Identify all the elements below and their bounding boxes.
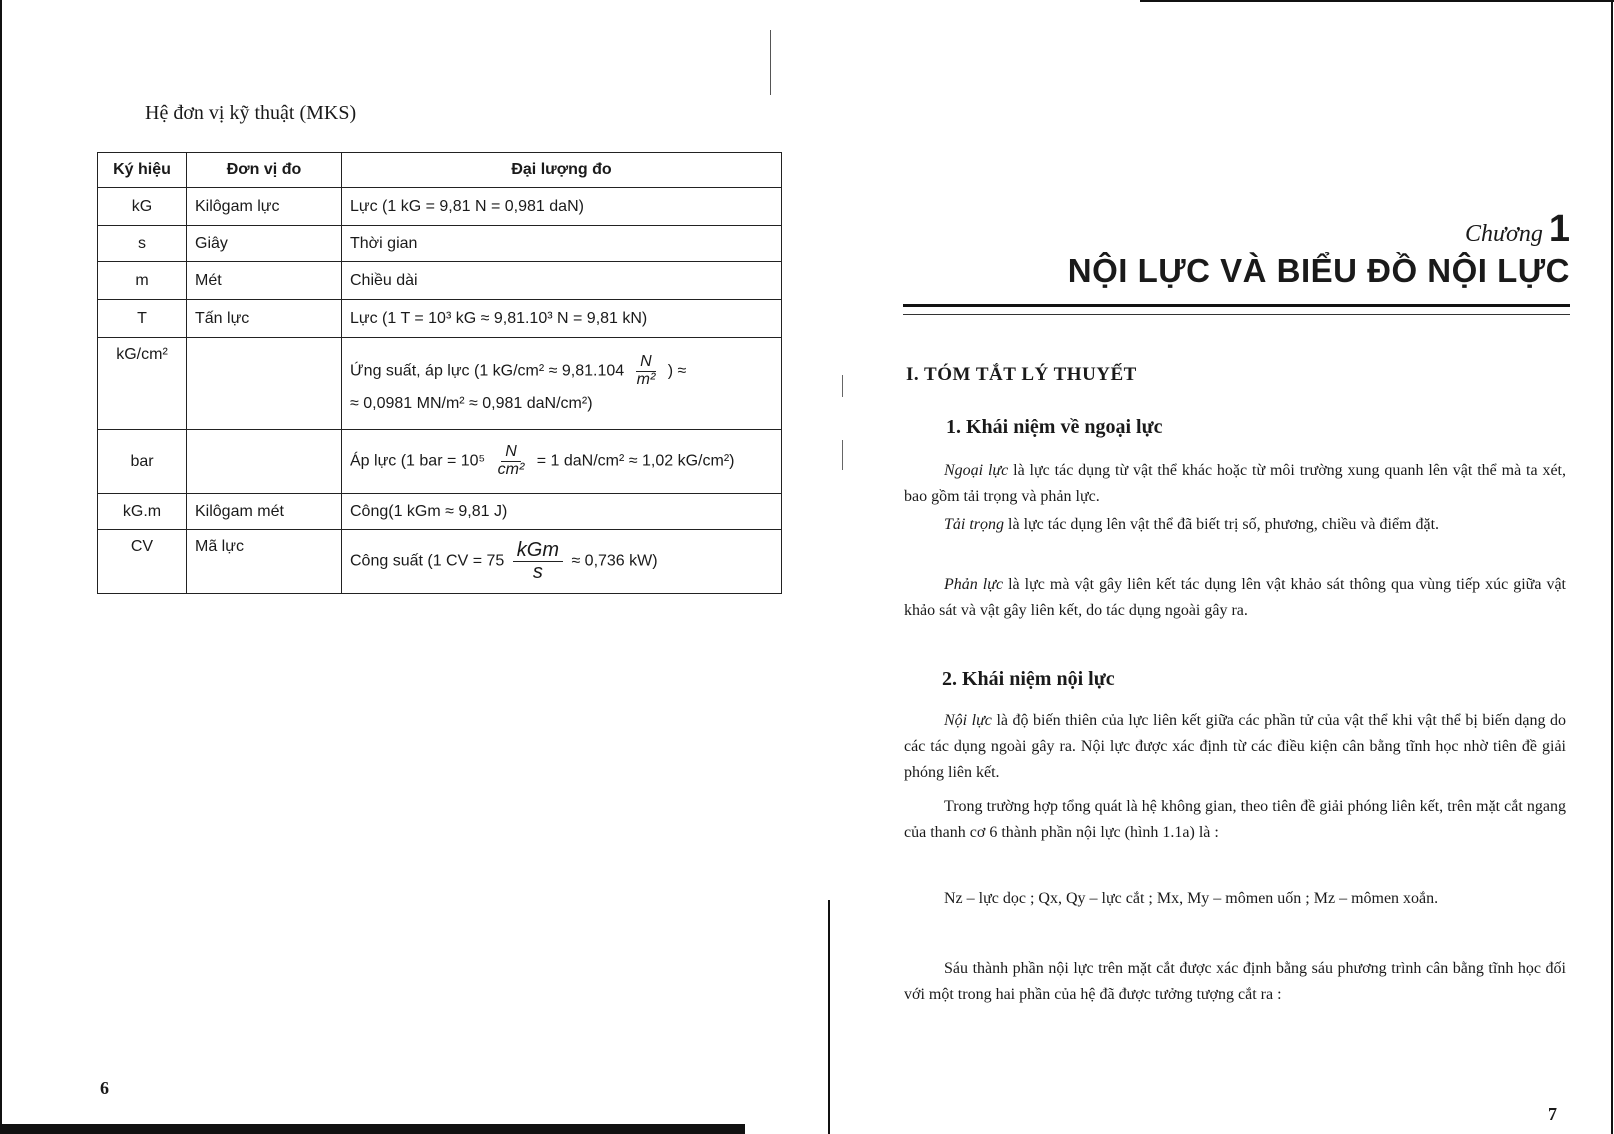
cell-symbol: s [98, 226, 187, 262]
fraction [513, 540, 563, 583]
paragraph-six-components: Sáu thành phần nội lực trên mặt cắt được xác định bằng sáu phương trình cân bằng tĩnh học đối với một trong hai phần của hệ đã được tưởng tượng cắt ra : [904, 960, 1566, 1003]
table-row [98, 430, 782, 494]
term-internal-force: Nội lực [944, 712, 992, 729]
chapter-rule-thin [903, 314, 1570, 315]
cell-symbol: kG/cm² [98, 338, 187, 430]
paragraph-load [904, 512, 1566, 538]
cell-symbol: m [98, 262, 187, 300]
quantity-line-1 [350, 354, 773, 389]
table-row [98, 262, 782, 300]
table-row [98, 494, 782, 530]
fraction-denominator: s [532, 561, 543, 583]
table-row [98, 530, 782, 594]
quantity-text: Công suất (1 CV = 75 [350, 552, 505, 570]
subheading-internal-force: 2. Khái niệm nội lực [942, 668, 1115, 690]
fraction-denominator: cm² [497, 461, 525, 478]
fraction-denominator: m² [636, 371, 656, 388]
quantity-text: Áp lực (1 bar = 10⁵ [350, 452, 486, 470]
bottom-border-left [0, 1124, 745, 1134]
fraction [494, 444, 529, 479]
paragraph-reaction [904, 572, 1566, 624]
fraction-numerator: kGm [513, 540, 563, 562]
chapter-title: NỘI LỰC VÀ BIỂU ĐỒ NỘI LỰC [1067, 252, 1570, 289]
term-load: Tải trọng [944, 516, 1005, 533]
paragraph-text: là lực tác dụng lên vật thể đã biết trị số, phương, chiều và điểm đặt. [1004, 516, 1440, 533]
paragraph-text: là độ biến thiên của lực liên kết giữa các phần tử của vật thể khi vật thể bị biến dạng do các tác dụng ngoài gây ra. Nội lực được xác định từ các điều kiện cân bằng tĩnh học nhờ tiên đề giải phóng liên kết. [904, 712, 1567, 781]
cell-quantity: Thời gian [342, 226, 782, 262]
cell-quantity [342, 430, 782, 494]
quantity-text: Ứng suất, áp lực (1 kG/cm² ≈ 9,81.104 [350, 362, 625, 380]
paragraph-internal-force [904, 708, 1566, 786]
cell-unit: Kilôgam mét [187, 494, 342, 530]
units-table [97, 152, 782, 594]
gutter-tick-2 [842, 375, 843, 397]
spine-line [828, 900, 830, 1134]
paragraph-general-case: Trong trường hợp tổng quát là hệ không gian, theo tiên đề giải phóng liên kết, trên mặt cắt ngang của thanh cơ 6 thành phần nội lực (hình 1.1a) là : [904, 798, 1566, 841]
chapter-number: 1 [1548, 208, 1570, 250]
cell-symbol: CV [98, 530, 187, 594]
cell-quantity: Lực (1 kG = 9,81 N = 0,981 daN) [342, 188, 782, 226]
term-reaction: Phản lực [944, 576, 1004, 593]
cell-unit [187, 338, 342, 430]
cell-quantity: Lực (1 T = 10³ kG ≈ 9,81.10³ N = 9,81 kN) [342, 300, 782, 338]
subheading-external-force: 1. Khái niệm về ngoại lực [946, 416, 1163, 438]
fraction [633, 354, 660, 389]
cell-symbol: kG [98, 188, 187, 226]
cell-symbol: bar [98, 430, 187, 494]
header-quantity: Đại lượng đo [342, 153, 782, 188]
cell-quantity [342, 338, 782, 430]
chapter-label [1465, 208, 1570, 251]
table-row [98, 226, 782, 262]
page-number-right: 7 [1548, 1104, 1557, 1124]
chapter-rule-thick [903, 304, 1570, 307]
paragraph-text: là lực tác dụng từ vật thể khác hoặc từ môi trường xung quanh lên vật thể mà ta xét, bao gồm tải trọng và phản lực. [904, 462, 1567, 505]
table-row [98, 300, 782, 338]
header-symbol: Ký hiệu [98, 153, 187, 188]
gutter-tick-1 [770, 30, 771, 95]
header-unit: Đơn vị đo [187, 153, 342, 188]
right-edge [1611, 0, 1613, 1134]
quantity-line-2: ≈ 0,0981 MN/m² ≈ 0,981 daN/cm²) [350, 394, 593, 412]
cell-unit: Mét [187, 262, 342, 300]
cell-symbol: T [98, 300, 187, 338]
paragraph-external-force [904, 458, 1566, 510]
chapter-label-text: Chương [1464, 221, 1543, 247]
table-row [98, 188, 782, 226]
cell-unit [187, 430, 342, 494]
cell-symbol: kG.m [98, 494, 187, 530]
cell-quantity: Chiều dài [342, 262, 782, 300]
cell-quantity: Công(1 kGm ≈ 9,81 J) [342, 494, 782, 530]
cell-unit: Tấn lực [187, 300, 342, 338]
fraction-numerator: N [636, 354, 656, 372]
fraction-numerator: N [501, 444, 521, 462]
cell-unit: Mã lực [187, 530, 342, 594]
cell-unit: Giây [187, 226, 342, 262]
quantity-text: = 1 daN/cm² ≈ 1,02 kG/cm²) [536, 452, 735, 470]
page-number-left: 6 [100, 1078, 109, 1098]
gutter-tick-3 [842, 440, 843, 470]
term-external-force: Ngoại lực [944, 462, 1009, 479]
top-border-right [1140, 0, 1614, 2]
table-title: Hệ đơn vị kỹ thuật (MKS) [145, 102, 357, 124]
cell-unit: Kilôgam lực [187, 188, 342, 226]
paragraph-components: Nz – lực dọc ; Qx, Qy – lực cắt ; Mx, My – mômen uốn ; Mz – mômen xoắn. [944, 890, 1439, 907]
paragraph-text: là lực mà vật gây liên kết tác dụng lên vật khảo sát thông qua vùng tiếp xúc giữa vật khảo sát và vật gây liên kết, do tác dụng ngoài gây ra. [904, 576, 1567, 619]
quantity-text: ≈ 0,736 kW) [571, 552, 658, 570]
table-row [98, 338, 782, 430]
cell-quantity [342, 530, 782, 594]
left-edge [0, 0, 2, 1134]
quantity-text: ) ≈ [667, 362, 687, 380]
section-heading: I. TÓM TẮT LÝ THUYẾT [906, 364, 1137, 385]
table-header-row [98, 153, 782, 188]
